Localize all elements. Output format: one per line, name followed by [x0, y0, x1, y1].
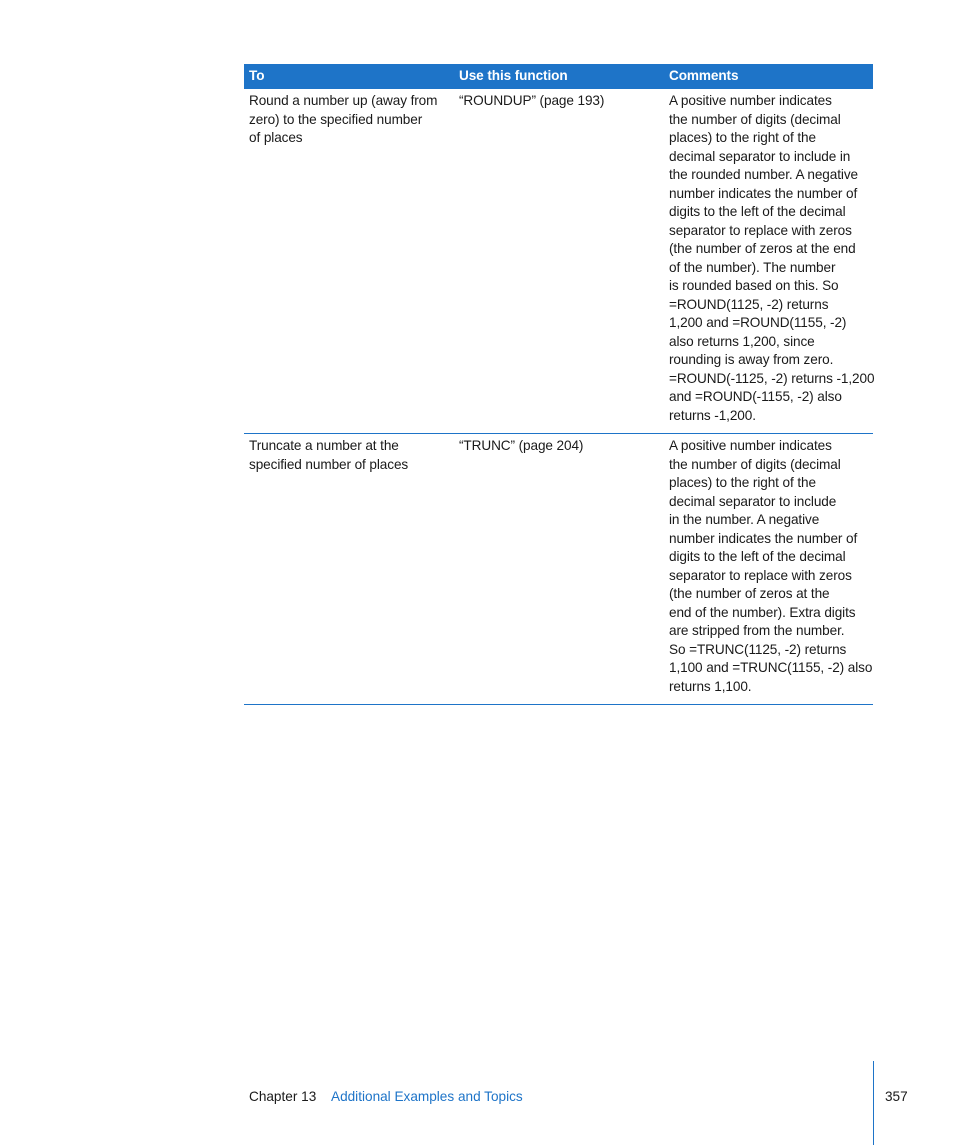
function-table [244, 64, 873, 705]
cell-line: (the number of zeros at the end [669, 241, 856, 256]
cell-line: the rounded number. A negative [669, 167, 858, 182]
cell-line: separator to replace with zeros [669, 222, 852, 238]
cell-line: of the number). The number [669, 259, 836, 275]
cell-line: (the number of zeros at the [669, 586, 830, 601]
cell-to [244, 92, 454, 433]
cell-line: decimal separator to include in [669, 148, 851, 164]
table-row [244, 434, 873, 705]
cell-line: specified number of places [249, 456, 409, 472]
cell-line: number indicates the number of [669, 530, 858, 546]
header-to: To [249, 68, 265, 83]
cell-line: “ROUNDUP” (page 193) [459, 93, 605, 108]
table-row [244, 89, 873, 434]
cell-line: returns -1,200. [669, 407, 756, 423]
cell-comments [664, 92, 873, 433]
table-header [244, 64, 873, 89]
cell-line: number indicates the number of [669, 185, 858, 201]
cell-line: digits to the left of the decimal [669, 549, 846, 564]
cell-line: digits to the left of the decimal [669, 204, 846, 219]
cell-line: is rounded based on this. So [669, 278, 839, 293]
cell-line: Round a number up (away from [249, 93, 438, 108]
cell-line: A positive number indicates [669, 93, 832, 108]
chapter-label: Chapter 13 [249, 1089, 317, 1104]
cell-line: “TRUNC” (page 204) [459, 438, 584, 453]
cell-line: A positive number indicates [669, 438, 832, 453]
cell-line: and =ROUND(-1155, -2) also [669, 389, 842, 404]
cell-line: 1,200 and =ROUND(1155, -2) [669, 315, 847, 330]
cell-line: Truncate a number at the [249, 438, 399, 453]
page-footer [0, 1087, 954, 1111]
cell-line: of places [249, 130, 303, 145]
cell-line: So =TRUNC(1125, -2) returns [669, 641, 847, 657]
cell-line: end of the number). Extra digits [669, 604, 856, 620]
header-comments: Comments [669, 68, 739, 83]
cell-line: 1,100 and =TRUNC(1155, -2) also [669, 660, 873, 675]
chapter-title-link[interactable]: Additional Examples and Topics [331, 1089, 523, 1104]
header-use-this-function: Use this function [459, 68, 568, 83]
page-number: 357 [885, 1089, 908, 1104]
cell-line: decimal separator to include [669, 493, 837, 509]
cell-line: separator to replace with zeros [669, 567, 852, 583]
cell-line: returns 1,100. [669, 678, 752, 694]
cell-line: rounding is away from zero. [669, 352, 834, 367]
cell-line: =ROUND(-1125, -2) returns -1,200 [669, 370, 875, 386]
cell-line: the number of digits (decimal [669, 111, 841, 127]
cell-function [454, 437, 664, 704]
cell-line: =ROUND(1125, -2) returns [669, 296, 829, 312]
cell-line: zero) to the specified number [249, 111, 423, 127]
cell-line: the number of digits (decimal [669, 456, 841, 472]
cell-comments [664, 437, 873, 704]
cell-to [244, 437, 454, 704]
cell-line: are stripped from the number. [669, 623, 845, 638]
cell-line: places) to the right of the [669, 130, 816, 145]
cell-line: places) to the right of the [669, 475, 816, 490]
footer-divider [873, 1061, 874, 1145]
cell-function [454, 92, 664, 433]
cell-line: also returns 1,200, since [669, 333, 815, 349]
cell-line: in the number. A negative [669, 512, 820, 527]
